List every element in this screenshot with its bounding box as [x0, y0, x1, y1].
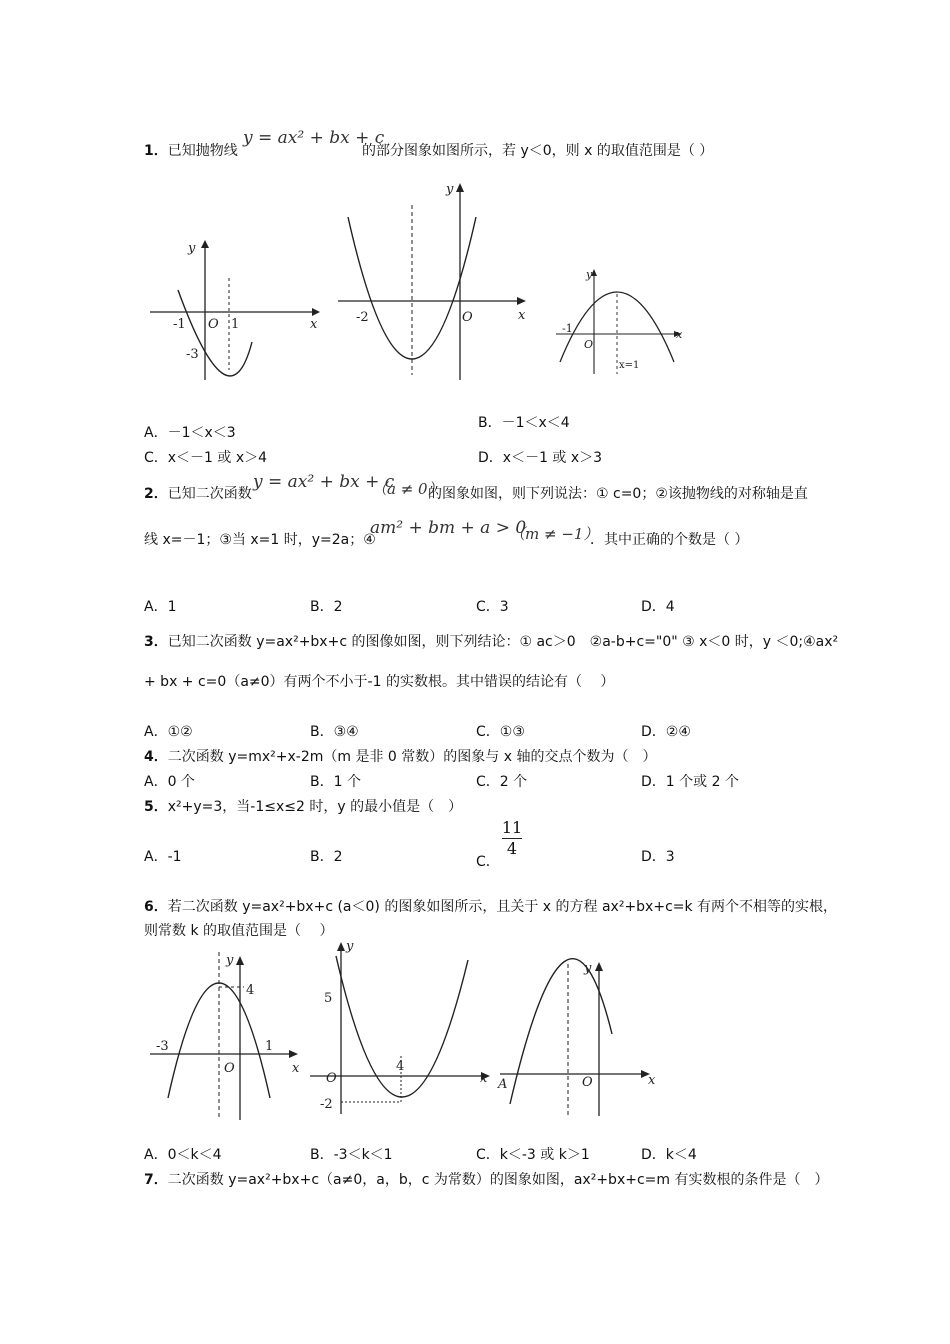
q1-option-c[interactable]: C．x＜－1 或 x＞4 [144, 450, 268, 466]
label-a: A [498, 1077, 508, 1092]
q2-post: 的图象如图，则下列说法：① c=0；②该抛物线的对称轴是直 [428, 486, 808, 502]
x-label: x [480, 1071, 488, 1086]
label-xeq1: x=1 [619, 360, 640, 371]
q4-number: 4． [144, 749, 168, 765]
q5-option-b[interactable]: B．2 [310, 849, 343, 865]
y-label: y [586, 268, 593, 281]
origin-label: O [326, 1071, 337, 1086]
q2-option-b[interactable]: B．2 [310, 599, 343, 615]
y-label: y [446, 182, 454, 197]
q6-option-a[interactable]: A．0＜k＜4 [144, 1147, 222, 1163]
q2-option-d[interactable]: D．4 [641, 599, 675, 615]
q4-text: 二次函数 y=mx²+x-2m（m 是非 0 常数）的图象与 x 轴的交点个数为（ ） [167, 749, 657, 765]
label-p1: 1 [231, 317, 240, 332]
q3-option-a[interactable]: A．①② [144, 724, 193, 740]
q1-graph-2 [330, 175, 530, 385]
q2-condition: （a ≠ 0） [372, 480, 443, 498]
label-m3: -3 [156, 1039, 169, 1054]
q7-stem [144, 1169, 828, 1189]
q1-pre: 已知抛物线 [167, 143, 238, 159]
origin-label: O [208, 317, 219, 332]
q2-option-c[interactable]: C．3 [476, 599, 509, 615]
q2-stem [144, 483, 252, 503]
q5-option-d[interactable]: D．3 [641, 849, 675, 865]
x-label: x [676, 328, 683, 341]
q2-number: 2． [144, 486, 168, 502]
origin-label: O [582, 1075, 593, 1090]
q6-option-d[interactable]: D．k＜4 [641, 1147, 697, 1163]
q1-stem [144, 140, 238, 160]
x-label: x [518, 308, 526, 323]
parabola [510, 959, 612, 1104]
parabola [178, 290, 252, 376]
x-label: x [292, 1061, 300, 1076]
y-label: y [188, 241, 196, 256]
x-label: x [648, 1073, 656, 1088]
q1-graph-1 [140, 230, 330, 390]
q6-stem-line1 [144, 896, 837, 916]
q1-option-b[interactable]: B．－1＜x＜4 [478, 415, 570, 431]
q2-option-a[interactable]: A．1 [144, 599, 177, 615]
q1-formula: y = ax² + bx + c [243, 128, 385, 148]
label-p4: 4 [246, 983, 255, 998]
q4-option-d[interactable]: D．1 个或 2 个 [641, 774, 739, 790]
q2-formula2: am² + bm + a > 0 [370, 518, 527, 538]
q6-graph-1 [148, 948, 308, 1126]
label-m1: -1 [562, 322, 573, 335]
label-m1: -1 [173, 317, 186, 332]
q6-line1: 若二次函数 y=ax²+bx+c (a＜0) 的图象如图所示，且关于 x 的方程 ax²+bx+c=k 有两个不相等的实根， [167, 899, 838, 915]
q6-graph-2 [306, 936, 496, 1116]
q4-stem [144, 746, 656, 766]
q7-text: 二次函数 y=ax²+bx+c（a≠0，a，b，c 为常数）的图象如图，ax²+bx+c=m 有实数根的条件是（ ） [167, 1172, 829, 1188]
q5-number: 5． [144, 799, 168, 815]
q4-option-c[interactable]: C．2 个 [476, 774, 528, 790]
y-label: y [226, 953, 234, 968]
label-m3: -3 [186, 347, 199, 362]
q2-line2-pre: 线 x=－1；③当 x=1 时，y=2a；④ [144, 532, 376, 548]
q3-number: 3． [144, 634, 168, 650]
q3-option-d[interactable]: D．②④ [641, 724, 691, 740]
y-label: y [584, 961, 592, 976]
q5-stem [144, 796, 462, 816]
q2-formula: y = ax² + bx + c [253, 472, 395, 492]
q6-number: 6． [144, 899, 168, 915]
origin-label: O [584, 338, 594, 351]
q3-line1: 已知二次函数 y=ax²+bx+c 的图像如图，则下列结论：① ac＞0 ②a-b+c="0" ③ x＜0 时，y ＜0;④ax² [167, 634, 839, 650]
q1-post: 的部分图象如图所示，若 y＜0，则 x 的取值范围是（ ） [362, 143, 714, 159]
q1-option-a[interactable]: A．－1＜x＜3 [144, 425, 236, 441]
q3-stem-line1 [144, 631, 838, 651]
q2-condition2: （m ≠ −1） [510, 525, 599, 543]
q5-option-c-fraction [500, 818, 524, 859]
fraction-denominator: 4 [506, 839, 518, 858]
q4-option-a[interactable]: A．0 个 [144, 774, 195, 790]
parabola [348, 217, 476, 359]
q5-option-c[interactable]: C． [476, 854, 500, 870]
y-label: y [346, 939, 354, 954]
label-m2: -2 [320, 1097, 333, 1112]
q3-line2: + bx + c=0（a≠0）有两个不小于-1 的实数根。其中错误的结论有（ ） [144, 674, 615, 690]
q5-text: x²+y=3，当-1≤x≤2 时，y 的最小值是（ ） [167, 799, 463, 815]
q2-pre: 已知二次函数 [167, 486, 252, 502]
x-label: x [310, 317, 318, 332]
q6-option-b[interactable]: B．-3＜k＜1 [310, 1147, 393, 1163]
q4-option-b[interactable]: B．1 个 [310, 774, 361, 790]
q2-line2-post: ．其中正确的个数是（ ） [590, 532, 749, 548]
q3-option-b[interactable]: B．③④ [310, 724, 359, 740]
fraction-numerator: 11 [501, 818, 523, 837]
q6-graph-3 [496, 954, 661, 1122]
q5-option-a[interactable]: A．-1 [144, 849, 182, 865]
q1-graph-3 [548, 262, 693, 382]
q6-option-c[interactable]: C．k＜-3 或 k＞1 [476, 1147, 590, 1163]
q6-line2: 则常数 k 的取值范围是（ ） [144, 923, 334, 939]
label-p1: 1 [265, 1039, 274, 1054]
label-m2: -2 [356, 310, 369, 325]
label-p4: 4 [396, 1059, 405, 1074]
q1-number: 1． [144, 143, 168, 159]
q1-option-d[interactable]: D．x＜－1 或 x＞3 [478, 450, 603, 466]
label-p5: 5 [324, 991, 333, 1006]
q7-number: 7． [144, 1172, 168, 1188]
q3-option-c[interactable]: C．①③ [476, 724, 525, 740]
origin-label: O [462, 310, 473, 325]
origin-label: O [224, 1061, 235, 1076]
